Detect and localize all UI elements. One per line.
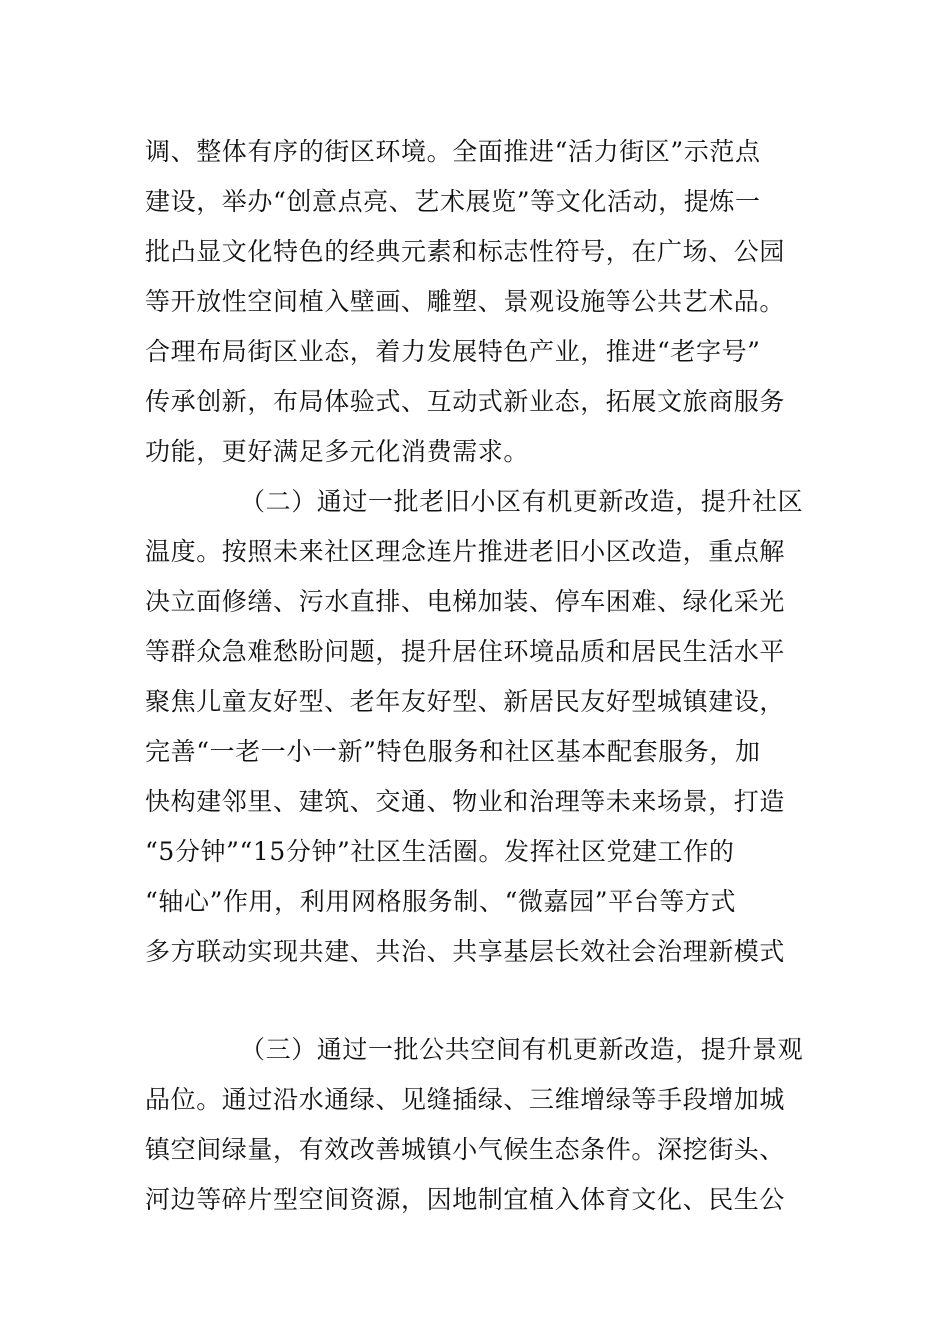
text-line: “5分钟”“15分钟”社区生活圈。发挥社区党建工作的 — [145, 837, 735, 866]
text-line: 决立面修缮、污水直排、电梯加装、停车困难、绿化采光 — [145, 587, 786, 616]
text-line: 等开放性空间植入壁画、雕塑、景观设施等公共艺术品。 — [145, 287, 786, 316]
text-line: 品位。通过沿水通绿、见缝插绿、三维增绿等手段增加城 — [145, 1085, 786, 1114]
text-line: 批凸显文化特色的经典元素和标志性符号，在广场、公园 — [145, 237, 786, 266]
text-line: 传承创新，布局体验式、互动式新业态，拓展文旅商服务 — [145, 387, 786, 416]
text-line: 镇空间绿量，有效改善城镇小气候生态条件。深挖街头、 — [145, 1135, 786, 1164]
text-line: 建设，举办“创意点亮、艺术展览”等文化活动，提炼一 — [145, 187, 761, 216]
text-line: 等群众急难愁盼问题，提升居住环境品质和居民生活水平 — [145, 637, 786, 666]
text-line: 快构建邻里、建筑、交通、物业和治理等未来场景，打造 — [145, 787, 786, 816]
text-line: 完善“一老一小一新”特色服务和社区基本配套服务，加 — [145, 737, 761, 766]
text-line: 河边等碎片型空间资源，因地制宜植入体育文化、民生公 — [145, 1185, 786, 1214]
text-line: 多方联动实现共建、共治、共享基层长效社会治理新模式 — [145, 937, 786, 966]
text-line: 聚焦儿童友好型、老年友好型、新居民友好型城镇建设， — [145, 687, 786, 716]
text-line: 温度。按照未来社区理念连片推进老旧小区改造，重点解 — [145, 537, 786, 566]
section-heading-line: （三）通过一批公共空间有机更新改造，提升景观 — [240, 1035, 804, 1064]
text-line: 合理布局街区业态，着力发展特色产业，推进“老字号” — [145, 337, 761, 366]
text-line: 功能，更好满足多元化消费需求。 — [145, 437, 530, 466]
text-line: 调、整体有序的街区环境。全面推进“活力街区”示范点 — [145, 137, 761, 166]
text-line: “轴心”作用，利用网格服务制、“微嘉园”平台等方式 — [145, 887, 737, 916]
section-heading-line: （二）通过一批老旧小区有机更新改造，提升社区 — [240, 487, 804, 516]
